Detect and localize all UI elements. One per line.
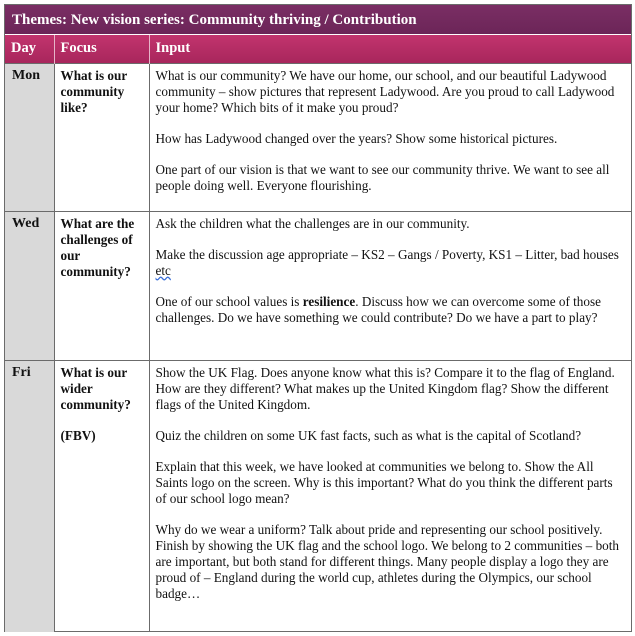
input-paragraph: One part of our vision is that we want to see our community thrive. We want to see all people doing well. Everyone flourishing. xyxy=(155,161,610,193)
document-title: Themes: New vision series: Community thriving / Contribution xyxy=(5,5,631,35)
input-cell xyxy=(149,211,631,360)
input-paragraph xyxy=(156,247,627,279)
input-text: . Discuss how we can overcome some of those challenges. Do we have something we could contribute? Do we have a part to play? xyxy=(155,293,601,325)
header-row xyxy=(5,35,631,63)
table-row xyxy=(5,63,631,211)
input-paragraph: How has Ladywood changed over the years? Show some historical pictures. xyxy=(155,130,558,146)
bold-value-word: resilience xyxy=(302,293,356,309)
input-paragraph xyxy=(156,294,627,326)
day-cell: Fri xyxy=(5,360,54,632)
input-paragraph: Why do we wear a uniform? Talk about pride and representing our school positively. Finish by showing the UK flag and the school logo. We belong to 2 communities – both are important, but both stand for different things. Many people display a logo they are proud of – England during the world cup, athletes during the Olympics, our school badge… xyxy=(155,521,620,601)
lesson-plan-document xyxy=(4,4,632,632)
input-paragraph: Show the UK Flag. Does anyone know what this is? Compare it to the flag of England. How are they different? What makes up the United Kingdom flag? Show the different flags of the United Kingdom. xyxy=(155,364,615,412)
table-row xyxy=(5,360,631,632)
input-paragraph: Quiz the children on some UK fast facts, such as what is the capital of Scotland? xyxy=(155,427,582,443)
focus-cell: What is our community like? xyxy=(54,63,149,211)
input-text: One of our school values is xyxy=(155,293,300,309)
focus-cell: What are the challenges of our community? xyxy=(54,211,149,360)
input-paragraph: Ask the children what the challenges are in our community. xyxy=(155,215,470,231)
input-cell xyxy=(149,360,631,632)
header-day: Day xyxy=(5,35,54,63)
focus-note: (FBV) xyxy=(60,427,96,443)
focus-text: What is our wider community? xyxy=(60,364,131,412)
input-cell xyxy=(149,63,631,211)
table-row xyxy=(5,211,631,360)
spellcheck-word: etc xyxy=(155,262,171,278)
header-input: Input xyxy=(149,35,631,63)
input-paragraph: Explain that this week, we have looked at communities we belong to. Show the All Saints logo on the screen. Why is this important? What do you think the different parts of our school logo mean? xyxy=(155,458,613,506)
header-focus: Focus xyxy=(54,35,149,63)
day-cell: Mon xyxy=(5,63,54,211)
input-text: Make the discussion age appropriate – KS2 – Gangs / Poverty, KS1 – Litter, bad houses xyxy=(155,246,619,262)
day-cell: Wed xyxy=(5,211,54,360)
input-paragraph: What is our community? We have our home, our school, and our beautiful Ladywood community – show pictures that represent Ladywood. Are you proud to call Ladywood your home? Which bits of it make you proud? xyxy=(155,67,615,115)
focus-cell xyxy=(54,360,149,632)
plan-table xyxy=(5,35,631,632)
